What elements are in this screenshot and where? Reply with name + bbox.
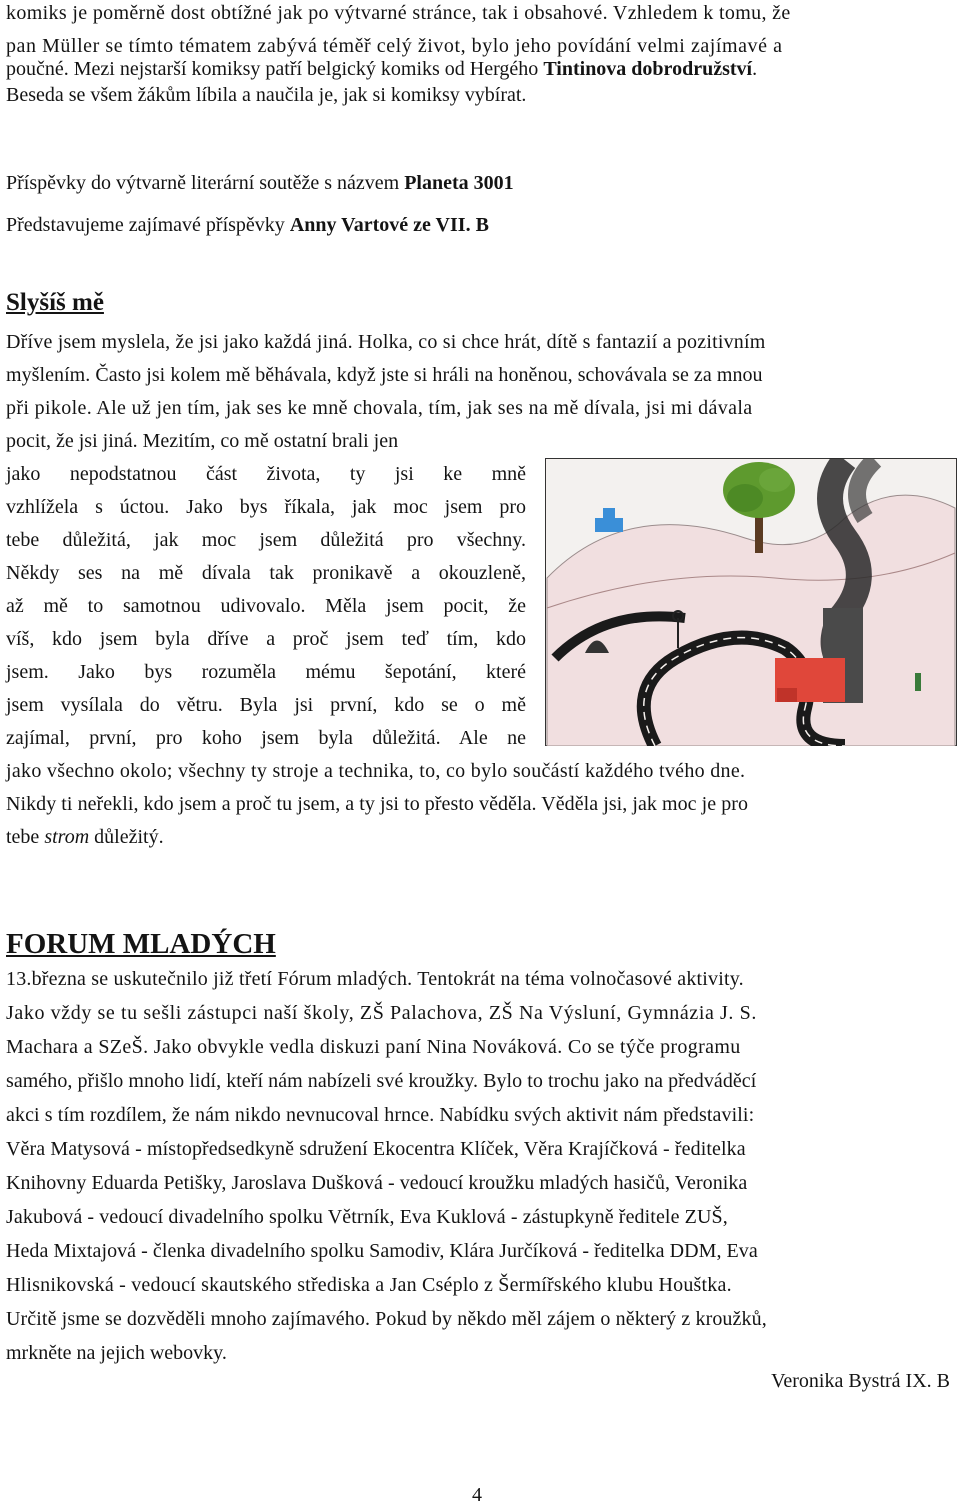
poem-line: jako nepodstatnou část života, ty jsi ke mně [6,463,526,485]
poem-line: myšlením. Často jsi kolem mě běhávala, když jste si hráli na honěnou, schovávala se za mnou [6,364,763,386]
forum-line: Hlisnikovská - vedoucí skautského střediska a Jan Cséplo z Šermířského klubu Houštka. [6,1274,732,1296]
contest-name: Planeta 3001 [404,172,514,194]
forum-line: Machara a SZeŠ. Jako obvykle vedla diskuzi paní Nina Nováková. Co se týče programu [6,1036,741,1058]
poem-line: jsem vysílala do větru. Byla jsi první, kdo se o mě [6,694,526,716]
poem-line: jako všechno okolo; všechny ty stroje a technika, to, co bylo součástí každého tvého dne. [6,760,746,782]
poem-title: Slyšíš mě [6,289,104,316]
forum-line: 13.března se uskutečnilo již třetí Fórum mladých. Tentokrát na téma volnočasové aktivity. [6,968,744,990]
forum-line: Heda Mixtajová - členka divadelního spolku Samodiv, Klára Jurčíková - ředitelka DDM, Eva [6,1240,758,1262]
emphasis-strom: strom [44,826,90,848]
comic-title: Tintinova dobrodružství [543,58,753,80]
poem-line: zajímal, první, pro koho jsem byla důležitá. Ale ne [6,727,526,749]
poem-line: víš, kdo jsem byla dříve a proč jsem teď tím, kdo [6,628,526,650]
poem-line: tebe důležitá, jak moc jsem důležitá pro všechny. [6,529,526,551]
forum-title: FORUM MLADÝCH [6,928,276,960]
poem-line: pocit, že jsi jiná. Mezitím, co mě ostatní brali jen [6,430,399,452]
forum-line: akci s tím rozdílem, že nám nikdo nevnucoval hrnce. Nabídku svých aktivit nám představili: [6,1104,755,1126]
forum-line: mrkněte na jejich webovky. [6,1342,227,1364]
forum-line: Určitě jsme se dozvěděli mnoho zajímavého. Pokud by někdo měl zájem o některý z kroužků, [6,1308,767,1330]
intro-line-4: Beseda se všem žákům líbila a naučila je, jak si komiksy vybírat. [6,84,527,106]
intro-line-1: komiks je poměrně dost obtížné jak po výtvarné stránce, tak i obsahové. Vzhledem k tomu, že [6,2,791,24]
poem-line: až mě to samotnou udivovalo. Měla jsem pocit, že [6,595,526,617]
forum-line: Věra Matysová - místopředsedkyně sdružení Ekocentra Klíček, Věra Krajíčková - ředitelka [6,1138,746,1160]
poem-line: Někdy ses na mě dívala tak pronikavě a okouzleně, [6,562,526,584]
article-author: Veronika Bystrá IX. B [771,1370,950,1392]
intro-line-3: poučné. Mezi nejstarší komiksy patří belgický komiks od Hergého Tintinova dobrodružství. [6,58,758,80]
forum-line: Jakubová - vedoucí divadelního spolku Větrník, Eva Kuklová - zástupkyně ředitele ZUŠ, [6,1206,728,1228]
page-number: 4 [472,1484,482,1506]
intro-line-2: pan Müller se tímto tématem zabývá téměř celý život, bylo jeho povídání velmi zajímavé a [6,35,783,57]
poem-line: při pikole. Ale už jen tím, jak ses ke mně chovala, tím, jak ses na mě dívala, jsi mi dávala [6,397,753,419]
poem-line: Dříve jsem myslela, že jsi jako každá jiná. Holka, co si chce hrát, dítě s fantazií a pozitivním [6,331,766,353]
contest-line-2: Představujeme zajímavé příspěvky Anny Vartové ze VII. B [6,214,489,236]
forum-line: samého, přišlo mnoho lidí, kteří nám nabízeli své kroužky. Bylo to trochu jako na předváděcí [6,1070,757,1092]
forum-line: Jako vždy se tu sešli zástupci naší školy, ZŠ Palachova, ZŠ Na Výsluní, Gymnázia J. S. [6,1002,757,1024]
author-name: Anny Vartové ze VII. B [289,214,489,236]
poem-last-line: tebe strom důležitý. [6,826,164,848]
poem-line: Nikdy ti neřekli, kdo jsem a proč tu jsem, a ty jsi to přesto věděla. Věděla jsi, jak moc je pro [6,793,749,815]
forum-line: Knihovny Eduarda Petišky, Jaroslava Dušková - vedoucí kroužku mladých hasičů, Veronika [6,1172,748,1194]
contest-line-1: Příspěvky do výtvarně literární soutěže s názvem Planeta 3001 [6,172,514,194]
child-drawing-illustration [545,458,957,746]
poem-line: jsem. Jako bys rozuměla mému šepotání, které [6,661,526,683]
poem-line: vzhlížela s úctou. Jako bys říkala, jak moc jsem pro [6,496,526,518]
